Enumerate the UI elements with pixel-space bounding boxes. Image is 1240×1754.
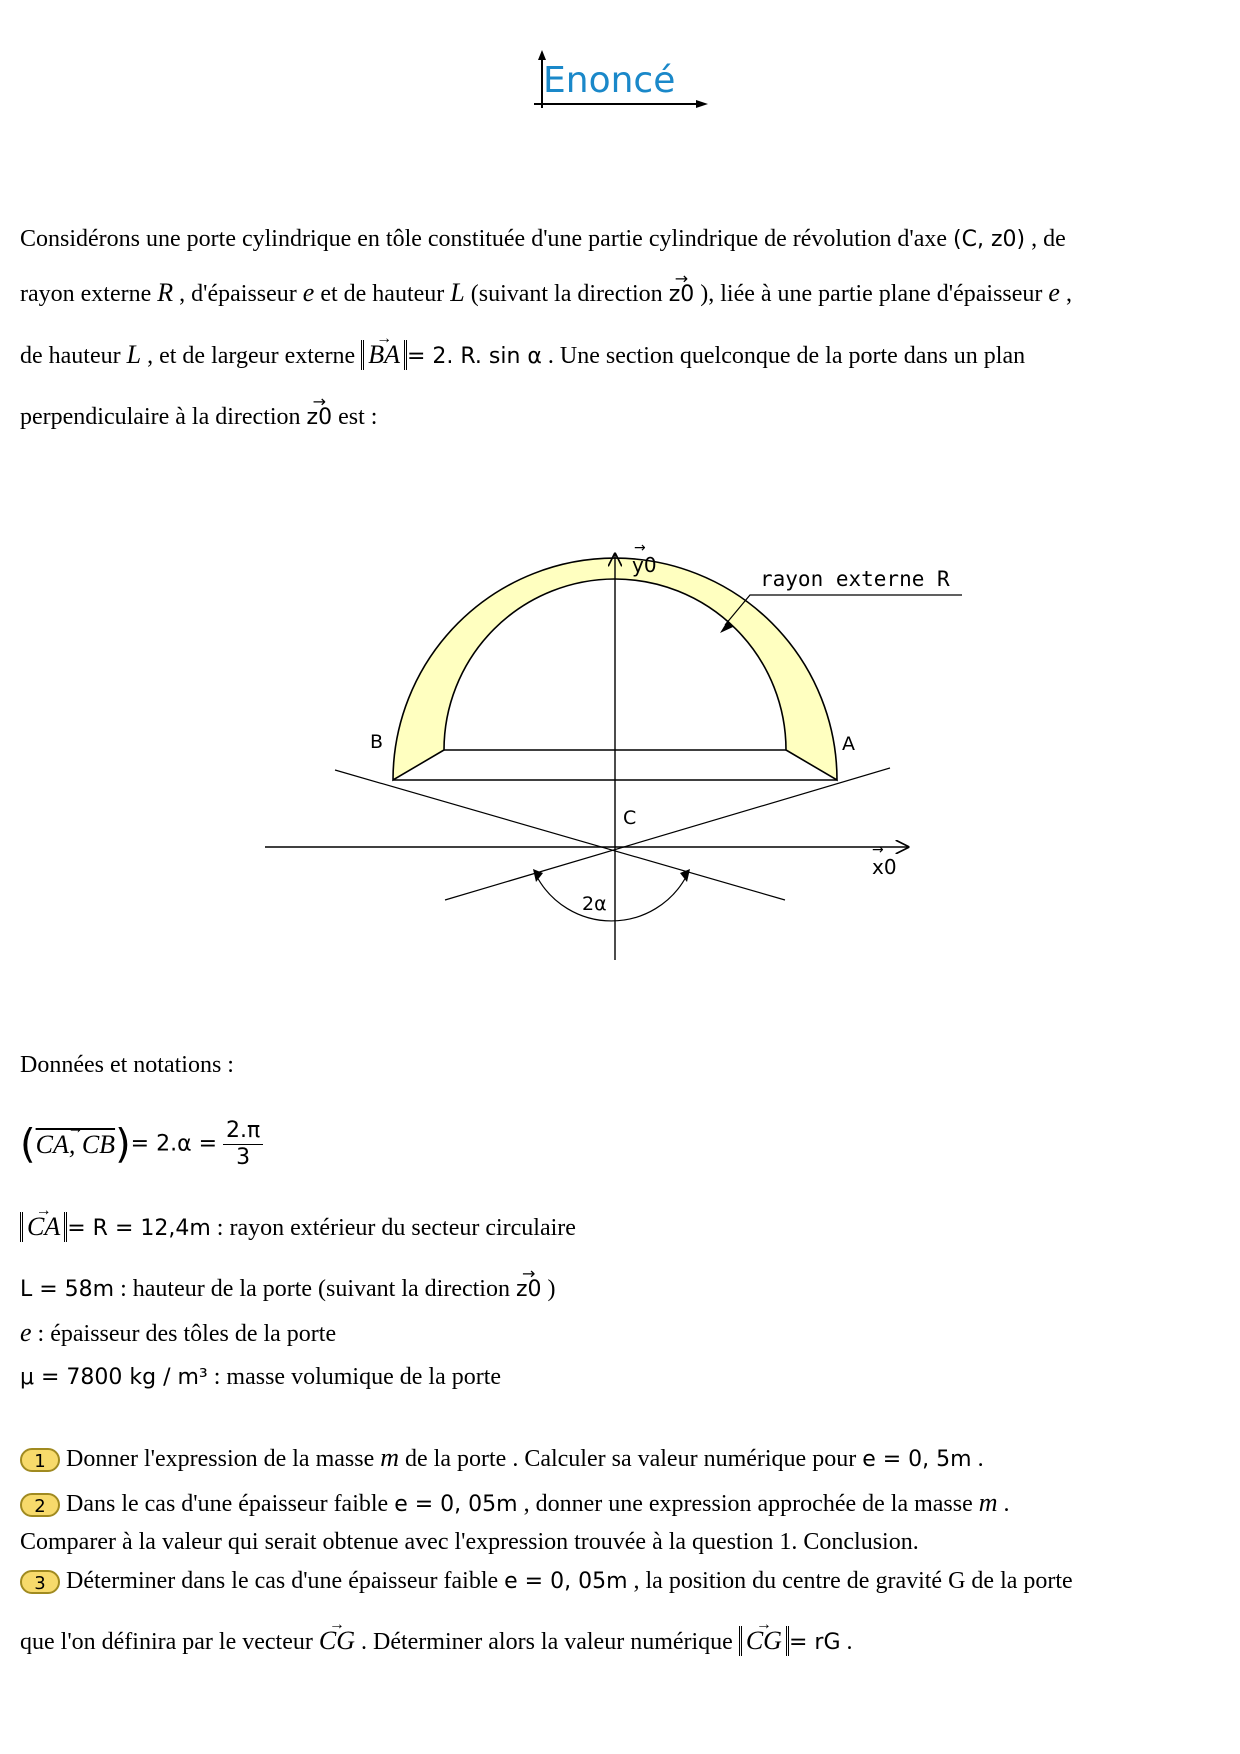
height-definition bbox=[20, 1274, 556, 1305]
intro-line-3 bbox=[20, 340, 1025, 372]
radius-definition bbox=[20, 1212, 576, 1244]
fraction-numerator: 2.π bbox=[223, 1118, 263, 1145]
density-value: μ = 7800 kg / m³ bbox=[20, 1365, 208, 1390]
symbol-R: R bbox=[157, 278, 174, 307]
x-axis-label: x0 bbox=[872, 855, 897, 879]
question-text: Déterminer dans le cas d'une épaisseur faible bbox=[66, 1568, 505, 1594]
question-text: . bbox=[997, 1491, 1010, 1517]
intro-text: et de hauteur bbox=[314, 281, 451, 307]
intro-text: ), liée à une partie plane d'épaisseur bbox=[694, 281, 1049, 307]
vector-z0: → z0 bbox=[307, 403, 333, 433]
vector-z0: → z0 bbox=[669, 280, 695, 310]
symbol-e: e bbox=[302, 278, 315, 307]
question-3 bbox=[20, 1566, 1073, 1597]
intro-text: , bbox=[1059, 281, 1072, 307]
density-definition bbox=[20, 1362, 501, 1393]
point-B-label: B bbox=[370, 731, 384, 753]
width-expression: = 2. R. sin α bbox=[406, 344, 542, 369]
angle-definition: (→ CA, CB)= 2.α = $\frac{2.\pi}{3}$ bbox=[20, 1118, 263, 1178]
symbol-m: m bbox=[380, 1443, 400, 1472]
y-axis-label: y0 bbox=[632, 553, 657, 577]
radius-value: = R = 12,4m bbox=[67, 1216, 211, 1241]
rg-equation: = rG bbox=[788, 1630, 841, 1655]
question-1-badge: 1 bbox=[20, 1448, 60, 1472]
question-text: . bbox=[840, 1629, 853, 1655]
section-figure bbox=[250, 540, 990, 970]
question-text: , donner une expression approchée de la masse bbox=[517, 1491, 979, 1517]
question-3-badge: 3 bbox=[20, 1570, 60, 1594]
question-text: , la position du centre de gravité G de la porte bbox=[627, 1568, 1073, 1594]
data-heading: Données et notations : bbox=[20, 1052, 234, 1078]
radius-text: : rayon extérieur du secteur circulaire bbox=[210, 1215, 576, 1241]
vector-CG-norm: → CG bbox=[746, 1626, 782, 1656]
question-text: . Déterminer alors la valeur numérique bbox=[354, 1629, 739, 1655]
point-A-label: A bbox=[842, 733, 855, 755]
svg-text:→: → bbox=[634, 540, 646, 556]
symbol-L: L bbox=[126, 340, 142, 369]
symbol-L: L bbox=[450, 278, 465, 307]
thickness-value: e = 0, 05m bbox=[394, 1492, 518, 1517]
intro-text: Considérons une porte cylindrique en tôle constituée d'une partie cylindrique de révolution d'axe bbox=[20, 226, 954, 252]
question-text: Donner l'expression de la masse bbox=[66, 1446, 381, 1472]
intro-text: de hauteur bbox=[20, 343, 127, 369]
question-text: . bbox=[971, 1446, 984, 1472]
question-2-badge: 2 bbox=[20, 1493, 60, 1517]
angle-equation: = 2.α = bbox=[130, 1131, 218, 1157]
height-text-end: ) bbox=[541, 1276, 556, 1302]
angle-vectors: → CA, CB bbox=[36, 1130, 115, 1160]
intro-text: . Une section quelconque de la porte dans un plan bbox=[541, 343, 1026, 369]
svg-text:→: → bbox=[872, 842, 884, 858]
question-2-line-2: Comparer à la valeur qui serait obtenue avec l'expression trouvée à la question 1. Conclusion. bbox=[20, 1529, 919, 1555]
intro-text: , de bbox=[1025, 226, 1066, 252]
radius-callout: rayon externe R bbox=[760, 567, 950, 591]
question-text: Dans le cas d'une épaisseur faible bbox=[66, 1491, 395, 1517]
vector-CG: → CG bbox=[319, 1626, 355, 1656]
thickness-value: e = 0, 05m bbox=[504, 1569, 628, 1594]
thickness-value: e = 0, 5m bbox=[862, 1447, 972, 1472]
question-text: de la porte . Calculer sa valeur numérique pour bbox=[399, 1446, 863, 1472]
density-text: : masse volumique de la porte bbox=[207, 1364, 502, 1390]
axis-expression: (C, z0) bbox=[953, 227, 1026, 252]
height-text: : hauteur de la porte (suivant la direction bbox=[114, 1276, 516, 1302]
question-text: que l'on définira par le vecteur bbox=[20, 1629, 319, 1655]
intro-text: est : bbox=[332, 404, 378, 430]
intro-line-4 bbox=[20, 402, 377, 433]
intro-line-1 bbox=[20, 224, 1066, 255]
thickness-text: : épaisseur des tôles de la porte bbox=[31, 1321, 337, 1347]
symbol-e: e bbox=[20, 1318, 32, 1347]
symbol-m: m bbox=[978, 1488, 998, 1517]
intro-text: perpendiculaire à la direction bbox=[20, 404, 307, 430]
thickness-definition bbox=[20, 1318, 336, 1349]
point-C-label: C bbox=[623, 807, 637, 829]
question-2 bbox=[20, 1488, 1010, 1520]
symbol-e: e bbox=[1048, 278, 1060, 307]
intro-line-2 bbox=[20, 278, 1072, 310]
height-value: L = 58m bbox=[20, 1277, 115, 1302]
angle-label: 2α bbox=[582, 893, 607, 915]
vector-BA: → BA bbox=[368, 340, 400, 370]
question-3-line-2 bbox=[20, 1626, 853, 1658]
intro-text: , d'épaisseur bbox=[173, 281, 303, 307]
intro-text: , et de largeur externe bbox=[141, 343, 362, 369]
vector-CA: → CA bbox=[27, 1212, 60, 1242]
angle-arc bbox=[536, 875, 687, 921]
intro-text: rayon externe bbox=[20, 281, 158, 307]
intro-text: (suivant la direction bbox=[464, 281, 669, 307]
question-1 bbox=[20, 1443, 984, 1475]
vector-z0: → z0 bbox=[516, 1275, 542, 1305]
fraction-denominator: 3 bbox=[236, 1145, 251, 1170]
page-title: Enoncé bbox=[543, 60, 676, 101]
